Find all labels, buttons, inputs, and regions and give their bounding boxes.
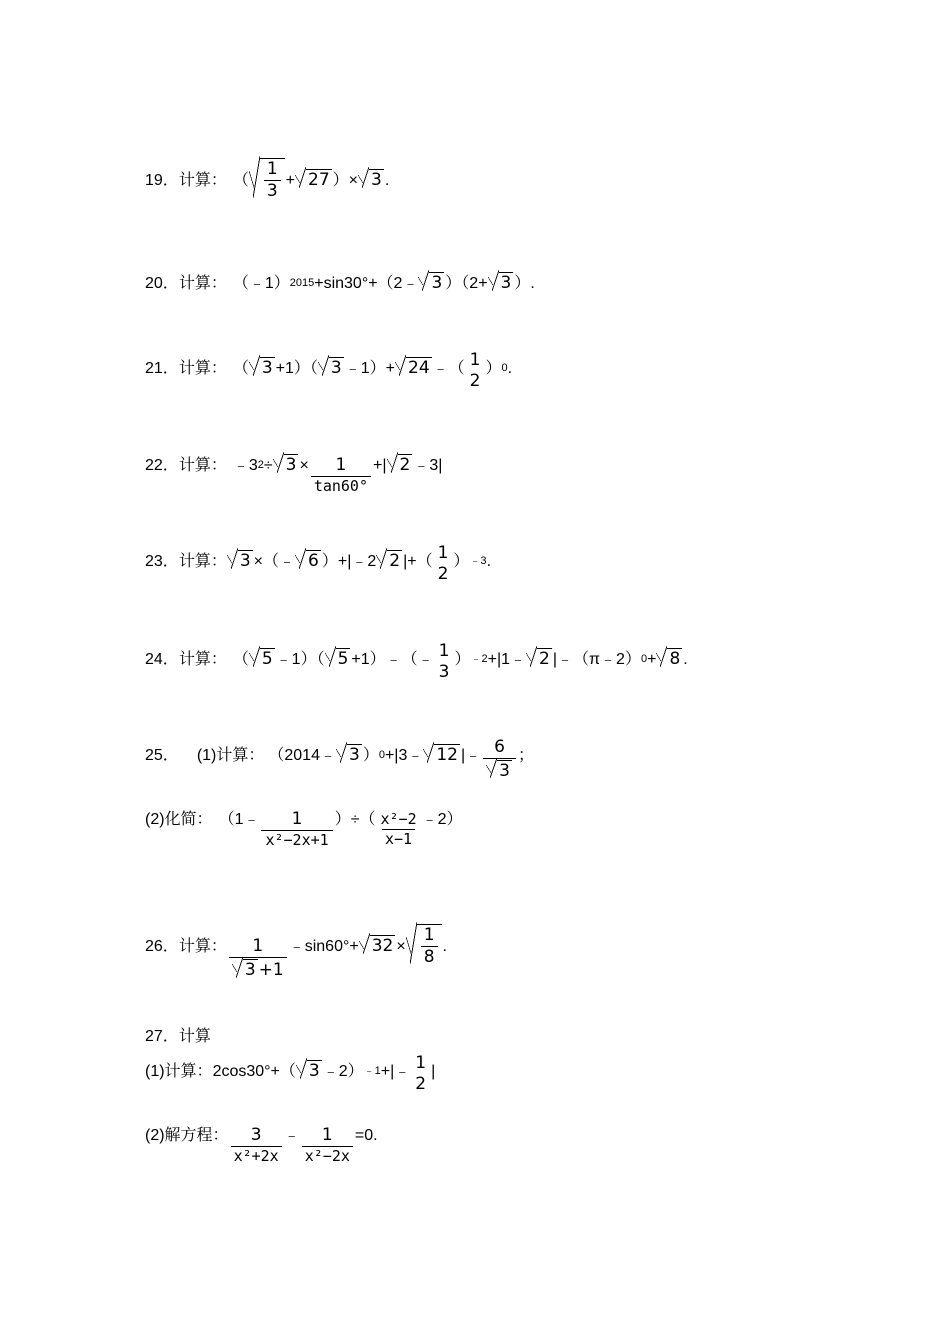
fraction: $\frac{6}{3}$ (483, 738, 516, 780)
fraction: $\frac{3}{\text{x²+2x}}$ (231, 1126, 282, 1164)
problem-20: 20． 计算： （﹣1） $^{2015}$ +sin30°+（2﹣ 3 ）（2+ 3 ）. (145, 270, 535, 293)
fraction: $\frac{1}{\text{x²−2x+1}}$ (261, 810, 332, 848)
problem-number: 19． (145, 172, 179, 190)
fraction: $\frac{\text{x²−2}}{x-1}$ (380, 810, 417, 848)
fraction: $\frac{1}{\text{x²−2x}}$ (302, 1126, 353, 1164)
fraction: $\frac{1}{\tan 60^\circ}$ (311, 456, 371, 494)
sqrt-expression: 6 (295, 550, 322, 571)
sqrt-expression: 3 (296, 1060, 323, 1081)
sqrt-expression: 32 (359, 935, 397, 956)
problem-label: 计算： (178, 553, 227, 570)
sqrt-expression: 3 (249, 357, 276, 378)
exponent: ﹣3 (469, 555, 487, 567)
problem-19: 19． 计算： （ $\frac{1}{3}$ + 27 ）× 3 . (145, 159, 390, 201)
problem-number: 26． (145, 938, 179, 956)
problem-22: 22． 计算： ﹣3 $^2$ ÷ 3 × $\frac{1}{\tan 60^\circ}$ +| 2 ﹣3| (145, 452, 442, 494)
sqrt-expression: 2 (387, 454, 414, 475)
problem-24: 24． 计算： （ 5 ﹣1）（ 5 +1）﹣（﹣ 1 3 ） $^{﹣2}$ +|1﹣ 2 |﹣（π﹣2） $^0$ + 8 . (145, 641, 688, 682)
sqrt-expression (406, 924, 443, 966)
problem-number: 22． (145, 457, 179, 474)
problem-27-part-1: (1)计算： 2cos30°+（ 3 ﹣2） $^{﹣1}$ +|﹣ 1 2 | (145, 1053, 436, 1094)
fraction: 1 2 (469, 350, 481, 391)
problem-label: (1)计算： (196, 747, 265, 764)
problem-label: 计算： (178, 457, 227, 474)
problem-label: (2)化简： (145, 811, 213, 828)
problem-label: 计算： (178, 275, 227, 292)
problem-25-part-2: (2)化简： （1﹣ $\frac{1}{\text{x²−2x+1}}$ ）÷（ $\frac{\text{x²−2}}{x-1}$ ﹣2） (145, 806, 463, 848)
sqrt-expression: 2 (526, 648, 553, 669)
problem-27-part-2: (2)解方程： $\frac{3}{\text{x²+2x}}$ ﹣ $\frac{1}{\text{x²−2x}}$ =0. (145, 1122, 378, 1164)
sqrt-expression (249, 158, 286, 200)
sqrt-expression: 3 (227, 550, 254, 571)
problem-label: 计算： (178, 938, 227, 956)
fraction: 1 3 (438, 641, 450, 682)
sqrt-expression: 3 (232, 959, 259, 980)
problem-label: 计算： (178, 172, 227, 190)
problem-label: 计算 (178, 1028, 211, 1045)
problem-label: (1)计算： (145, 1063, 213, 1080)
exponent: 0 (378, 749, 385, 761)
problem-label: 计算： (178, 651, 227, 668)
problem-26: 26． 计算： $\frac{1}{3 +1}$ ﹣sin60°+ 32 × $\frac{1}{8}$ . (145, 925, 447, 980)
problem-23: 23． 计算： 3 ×（﹣ 6 ）+|﹣2 2 |+（ 1 2 ） $^{﹣3}$ . (145, 543, 492, 584)
sqrt-expression: 12 (423, 744, 461, 765)
exponent: ﹣1 (363, 1065, 381, 1077)
exponent: 2 (257, 459, 264, 471)
problem-number: 20． (145, 275, 179, 292)
exponent: 2015 (289, 277, 315, 289)
problem-25-part-1: 25． (1)计算： （2014﹣ 3 ） $^0$ +|3﹣ 12 |﹣ $\frac{6}{3}$ ； (145, 737, 535, 781)
sqrt-expression: 5 (325, 648, 352, 669)
fraction: $\frac{1}{3}$ (264, 160, 281, 200)
problem-27 (145, 1023, 211, 1046)
sqrt-expression: 3 (336, 744, 363, 765)
problem-number: 27． (145, 1028, 179, 1045)
sqrt-expression: 3 (318, 357, 345, 378)
sqrt-expression: 5 (249, 648, 276, 669)
problem-number: 25． (145, 747, 179, 764)
problem-label: 计算： (178, 360, 227, 377)
exponent: ﹣2 (470, 653, 488, 665)
sqrt-expression: 3 (488, 272, 515, 293)
problem-number: 21． (145, 360, 179, 377)
fraction: $\frac{1}{8}$ (421, 926, 438, 966)
sqrt-expression: 8 (656, 648, 683, 669)
sqrt-expression: 27 (295, 169, 333, 190)
sqrt-expression: 3 (358, 169, 385, 190)
sqrt-expression: 24 (395, 357, 433, 378)
exponent: 0 (501, 362, 508, 374)
sqrt-expression: 2 (376, 550, 403, 571)
sqrt-expression: 3 (486, 760, 513, 781)
problem-label: (2)解方程： (145, 1127, 229, 1144)
problem-number: 23． (145, 553, 179, 570)
sqrt-expression: 3 (273, 454, 300, 475)
problem-21: 21． 计算： （ 3 +1）（ 3 ﹣1）+ 24 ﹣（ 1 2 ） $^0$ . (145, 350, 513, 391)
fraction: $\frac{1}{3 +1}$ (229, 937, 287, 979)
sqrt-expression: 3 (418, 272, 445, 293)
fraction: 1 2 (437, 543, 449, 584)
exponent: 0 (640, 653, 648, 665)
problem-number: 24． (145, 651, 179, 668)
fraction: 1 2 (415, 1053, 427, 1094)
